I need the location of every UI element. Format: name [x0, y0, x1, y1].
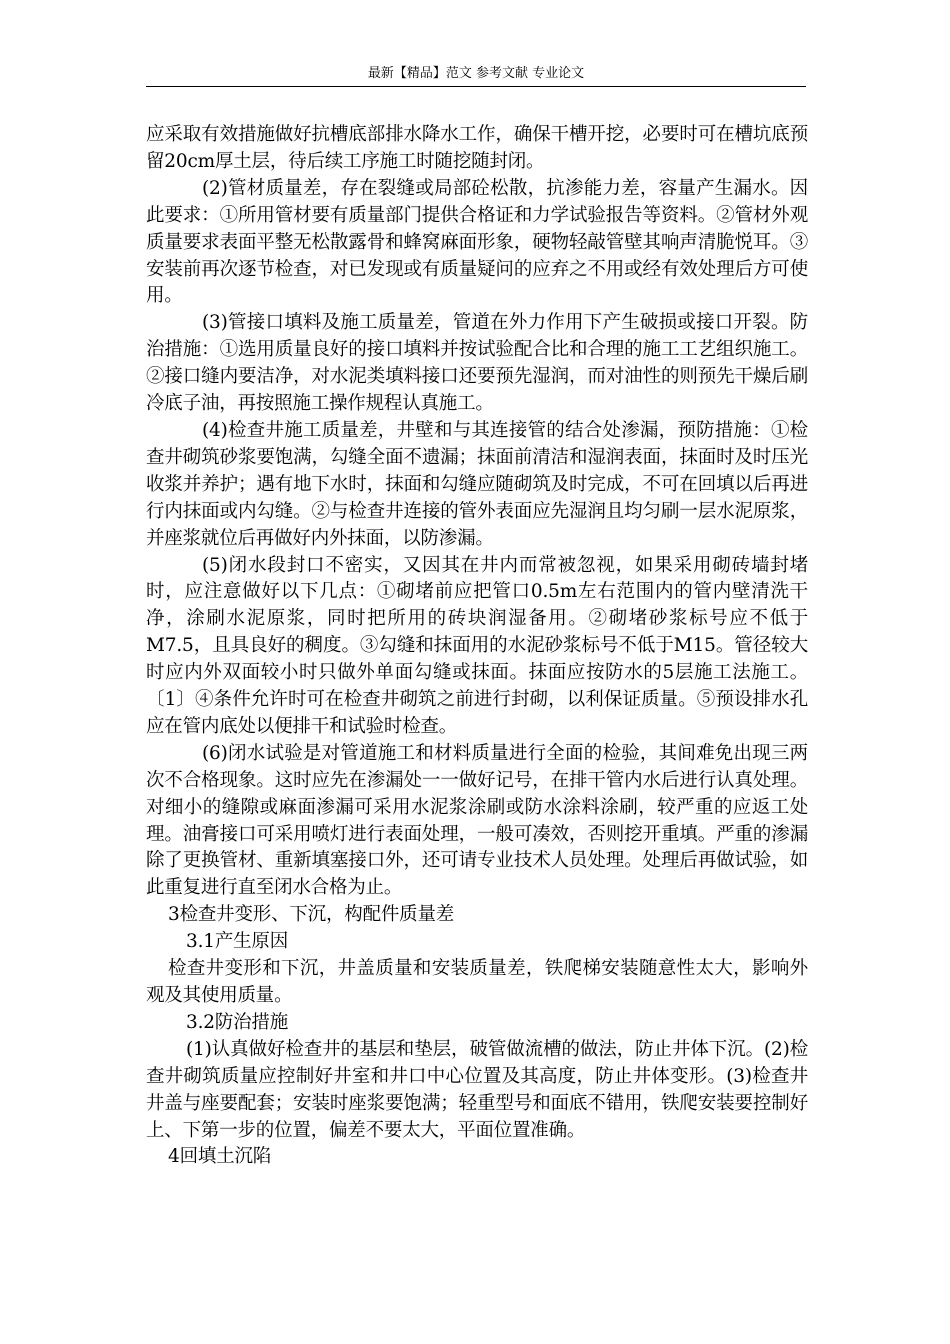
paragraph-continued: 应采取有效措施做好抗槽底部排水降水工作，确保干槽开挖，必要时可在槽坑底预留20cm厚土层，待后续工序施工时随挖随封闭。: [146, 124, 808, 172]
subsection-heading-3-1: 3.1产生原因: [186, 931, 289, 953]
paragraph-manhole-construction: (4)检查井施工质量差，井壁和与其连接管的结合处渗漏，预防措施：①检查井砌筑砂浆要饱满，勾缝全面不遗漏；抹面前清洁和湿润表面，抹面时及时压光收浆并养护；遇有地下水时，抹面和勾缝应随砌筑及时完成，不可在回填以后再进行内抹面或内勾缝。②与检查井连接的管外表面应先湿润且均匀刷一层水泥原浆，并座浆就位后再做好内外抹面，以防渗漏。: [146, 419, 808, 549]
section-heading-4: 4回填土沉陷: [168, 1146, 272, 1168]
page-header: 最新【精品】范文 参考文献 专业论文: [146, 62, 806, 87]
section-heading-3: 3检查井变形、下沉，构配件质量差: [168, 904, 455, 926]
paragraph-sealing: (5)闭水段封口不密实，又因其在井内而常被忽视，如果采用砌砖墙封堵时，应注意做好以下几点：①砌堵前应把管口0.5m左右范围内的管内壁清洗干净，涂刷水泥原浆，同时把所用的砖块润湿备用。②砌堵砂浆标号应不低于M7.5，且具良好的稠度。③勾缝和抹面用的水泥砂浆标号不低于M15。管径较大时应内外双面较小时只做外单面勾缝或抹面。抹面应按防水的5层施工法施工。〔1〕④条件允许时可在检查井砌筑之前进行封砌，以利保证质量。⑤预设排水孔应在管内底处以便排干和试验时检查。: [146, 554, 808, 737]
paragraph-closed-water-test: (6)闭水试验是对管道施工和材料质量进行全面的检验，其间难免出现三两次不合格现象。这时应先在渗漏处一一做好记号，在排干管内水后进行认真处理。对细小的缝隙或麻面渗漏可采用水泥浆涂刷或防水涂料涂刷，较严重的应返工处理。油膏接口可采用喷灯进行表面处理，一般可凑效，否则挖开重填。严重的渗漏除了更换管材、重新填塞接口外，还可请专业技术人员处理。处理后再做试验，如此重复进行直至闭水合格为止。: [146, 742, 808, 899]
paragraph-measures: (1)认真做好检查井的基层和垫层，破管做流槽的做法，防止井体下沉。(2)检查井砌筑质量应控制好井室和井口中心位置及其高度，防止井体变形。(3)检查井井盖与座要配套；安装时座浆要饱满；轻重型号和面底不错用，铁爬安装要控制好上、下第一步的位置，偏差不要太大，平面位置准确。: [146, 1038, 808, 1141]
paragraph-causes: 检查井变形和下沉，井盖质量和安装质量差，铁爬梯安装随意性太大，影响外观及其使用质量。: [146, 958, 808, 1006]
paragraph-pipe-quality: (2)管材质量差，存在裂缝或局部砼松散，抗渗能力差，容量产生漏水。因此要求：①所用管材要有质量部门提供合格证和力学试验报告等资料。②管材外观质量要求表面平整无松散露骨和蜂窝麻面形象，硬物轻敲管壁其响声清脆悦耳。③安装前再次逐节检查，对已发现或有质量疑问的应弃之不用或经有效处理后方可使用。: [146, 177, 808, 307]
paragraph-joint-filling: (3)管接口填料及施工质量差，管道在外力作用下产生破损或接口开裂。防治措施：①选用质量良好的接口填料并按试验配合比和合理的施工工艺组织施工。②接口缝内要洁净，对水泥类填料接口还要预先湿润，而对油性的则预先干燥后刷冷底子油，再按照施工操作规程认真施工。: [146, 312, 808, 415]
subsection-heading-3-2: 3.2防治措施: [186, 1011, 289, 1033]
document-body: [146, 122, 808, 1171]
